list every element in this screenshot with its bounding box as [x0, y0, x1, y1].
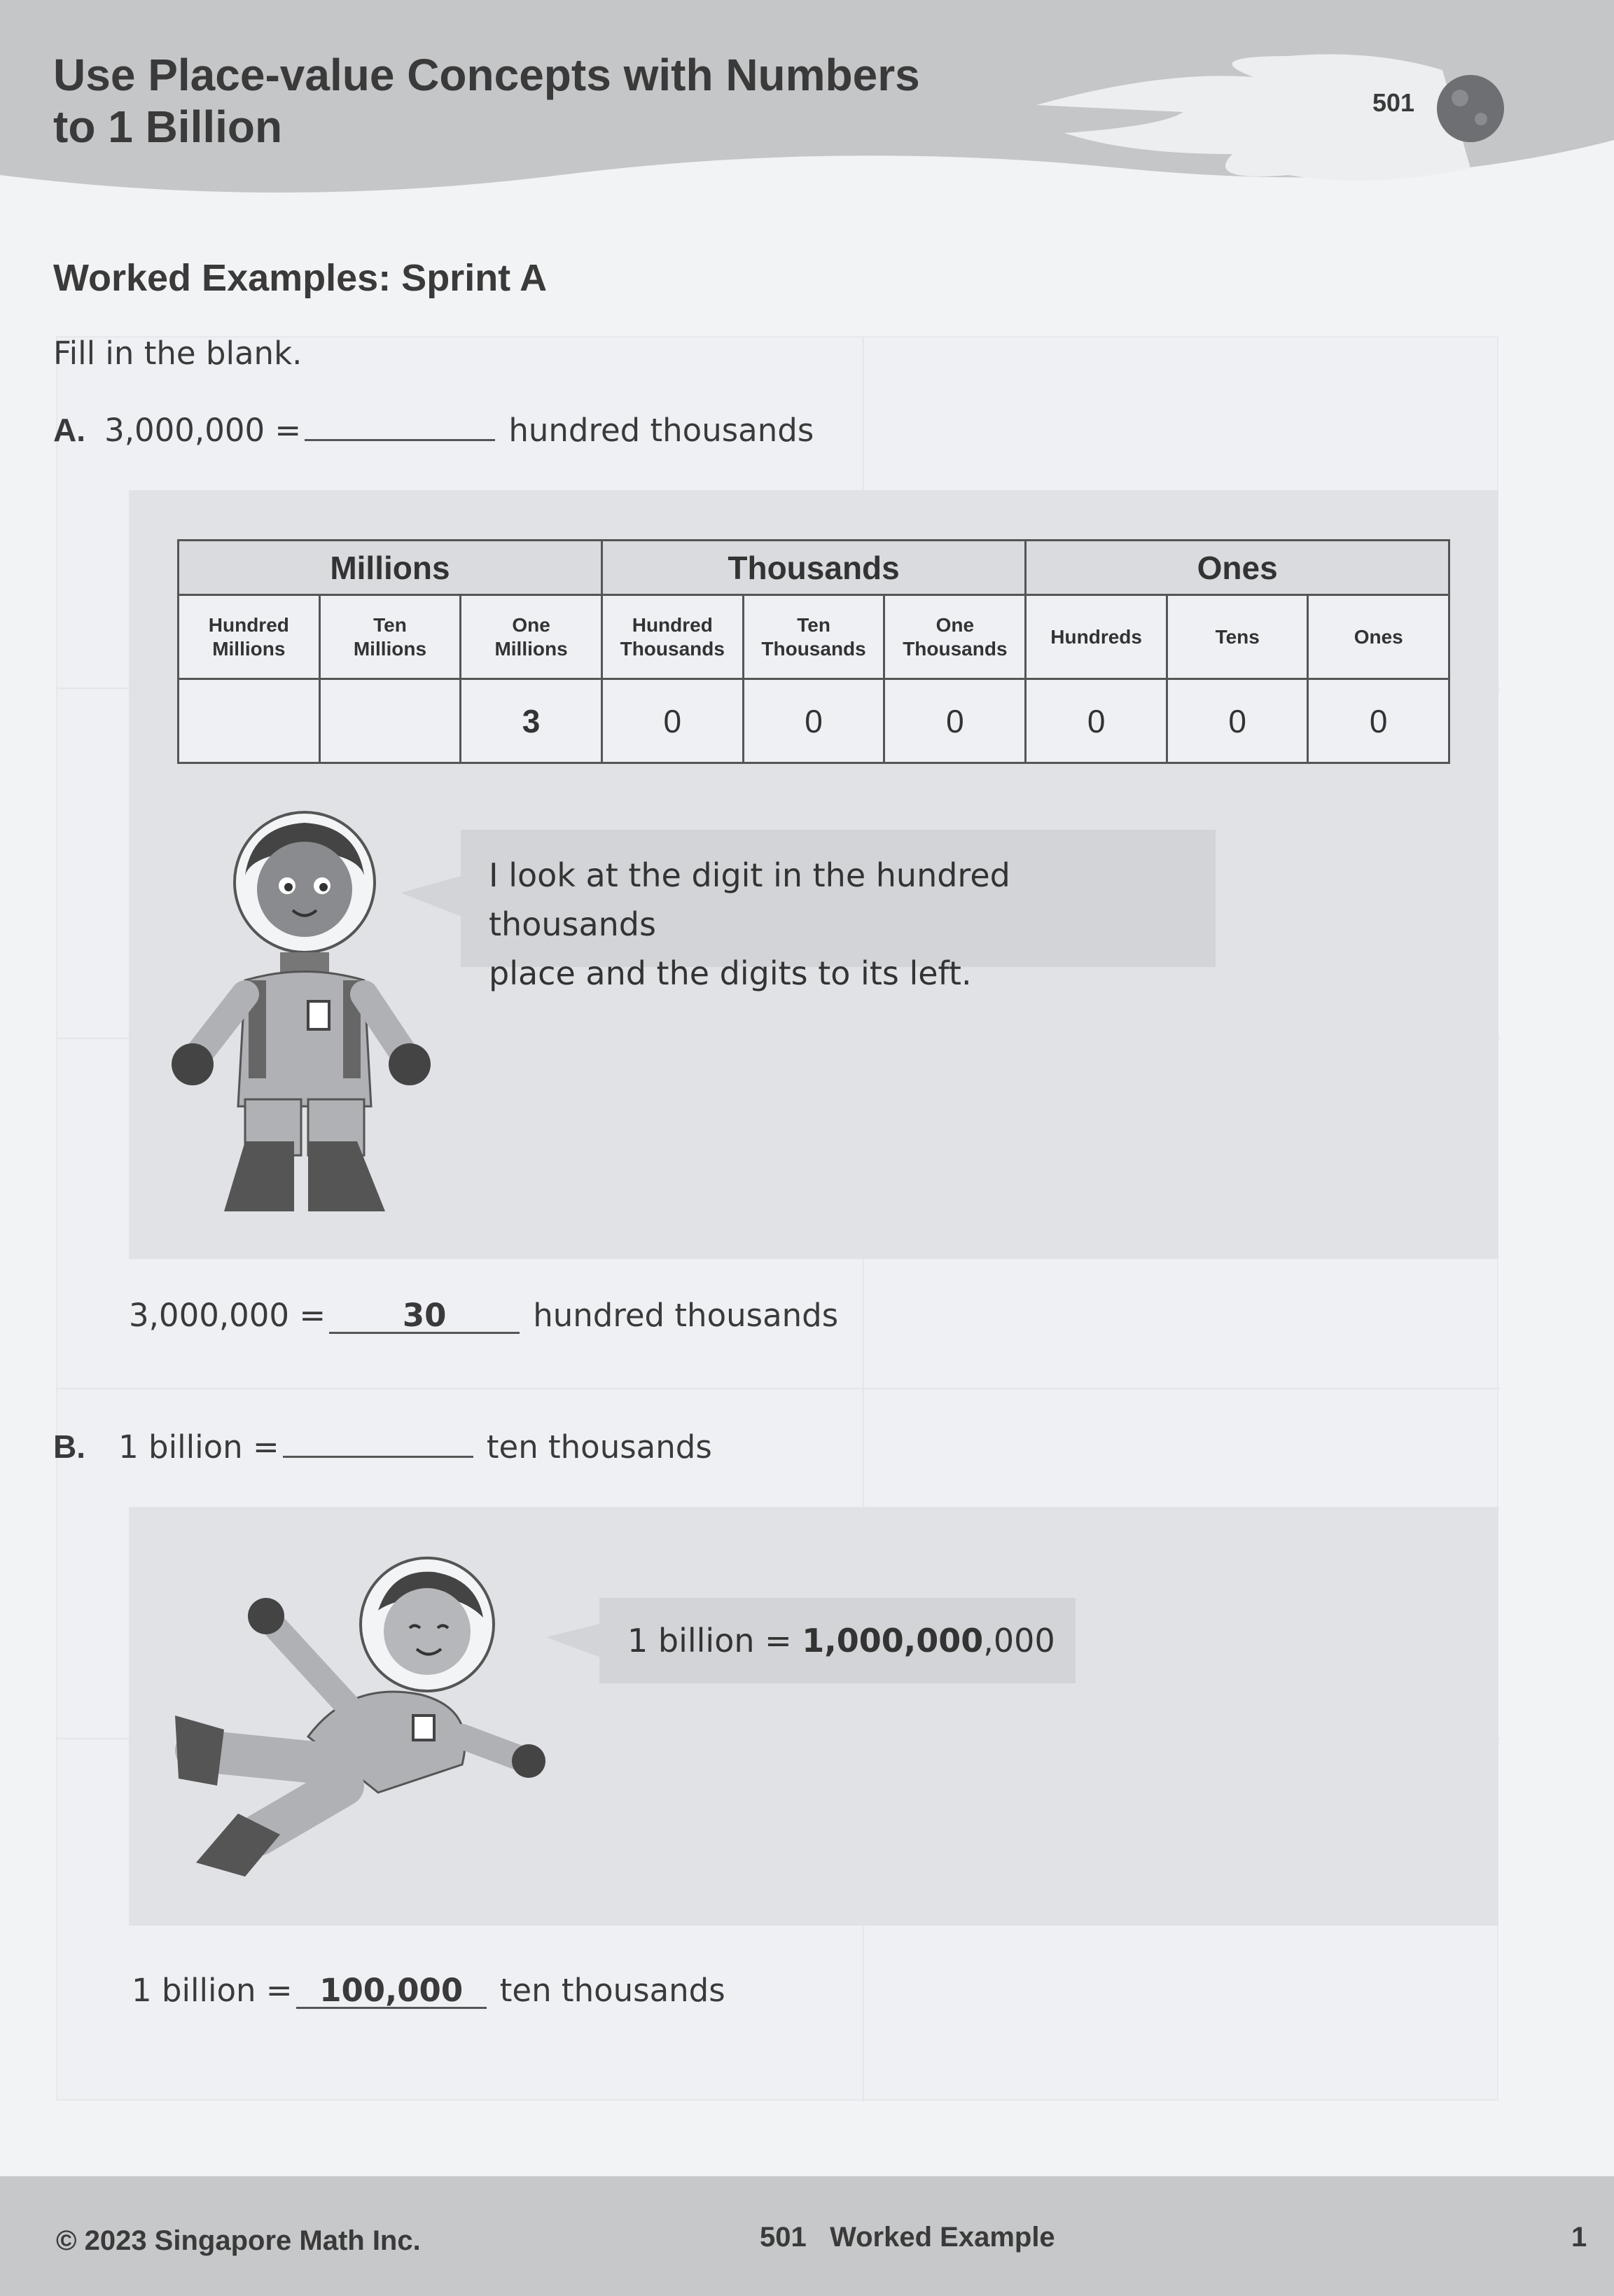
table-cell: 0 [743, 679, 884, 763]
column-header: One Thousands [884, 595, 1026, 679]
page-title: Use Place-value Concepts with Numbers to 1 Billion [53, 50, 920, 152]
table-cell [319, 679, 461, 763]
instruction: Fill in the blank. [53, 335, 302, 372]
problem-label: B. [53, 1428, 85, 1465]
column-header: Ones [1308, 595, 1449, 679]
column-header: Hundred Thousands [601, 595, 743, 679]
column-header: Ten Millions [319, 595, 461, 679]
column-header: Hundred Millions [179, 595, 320, 679]
table-cell: 0 [1026, 679, 1167, 763]
lesson-number: 501 [1372, 88, 1415, 117]
footer-lesson: 501 Worked Example [760, 2222, 1055, 2253]
group-header: Ones [1026, 541, 1449, 595]
copyright: © 2023 Singapore Math Inc. [56, 2225, 421, 2256]
group-header: Millions [179, 541, 602, 595]
astronaut-girl-illustration [168, 805, 434, 1218]
table-cell: 0 [1308, 679, 1449, 763]
place-value-table [177, 539, 1450, 764]
problem-a-question: A. 3,000,000 = hundred thousands [53, 405, 814, 449]
problem-b-question: B. 1 billion = ten thousands [53, 1421, 712, 1466]
column-header: One Millions [461, 595, 602, 679]
astronaut-boy-illustration [168, 1554, 560, 1884]
group-header: Thousands [601, 541, 1025, 595]
speech-bubble-tail [401, 875, 464, 924]
answer-blank[interactable] [305, 405, 495, 441]
answer-value: 100,000 [296, 1973, 487, 2009]
column-header: Tens [1167, 595, 1307, 679]
speech-bubble-a: I look at the digit in the hundred thousands place and the digits to its left. [461, 830, 1216, 967]
answer-value: 30 [329, 1297, 520, 1334]
table-cell: 3 [461, 679, 602, 763]
table-cell: 0 [884, 679, 1026, 763]
column-header: Hundreds [1026, 595, 1167, 679]
table-cell [179, 679, 320, 763]
speech-bubble-tail [546, 1623, 602, 1665]
problem-label: A. [53, 412, 85, 448]
problem-a-answer: 3,000,000 = 30 hundred thousands [129, 1297, 839, 1334]
problem-b-answer: 1 billion = 100,000 ten thousands [132, 1972, 725, 2009]
page-number: 1 [1571, 2222, 1587, 2253]
comet-icon [1022, 28, 1526, 196]
column-header: Ten Thousands [743, 595, 884, 679]
table-cell: 0 [1167, 679, 1307, 763]
answer-blank[interactable] [283, 1421, 473, 1458]
section-heading: Worked Examples: Sprint A [53, 257, 548, 299]
table-cell: 0 [601, 679, 743, 763]
speech-bubble-b: 1 billion = 1,000,000,000 [599, 1598, 1076, 1683]
